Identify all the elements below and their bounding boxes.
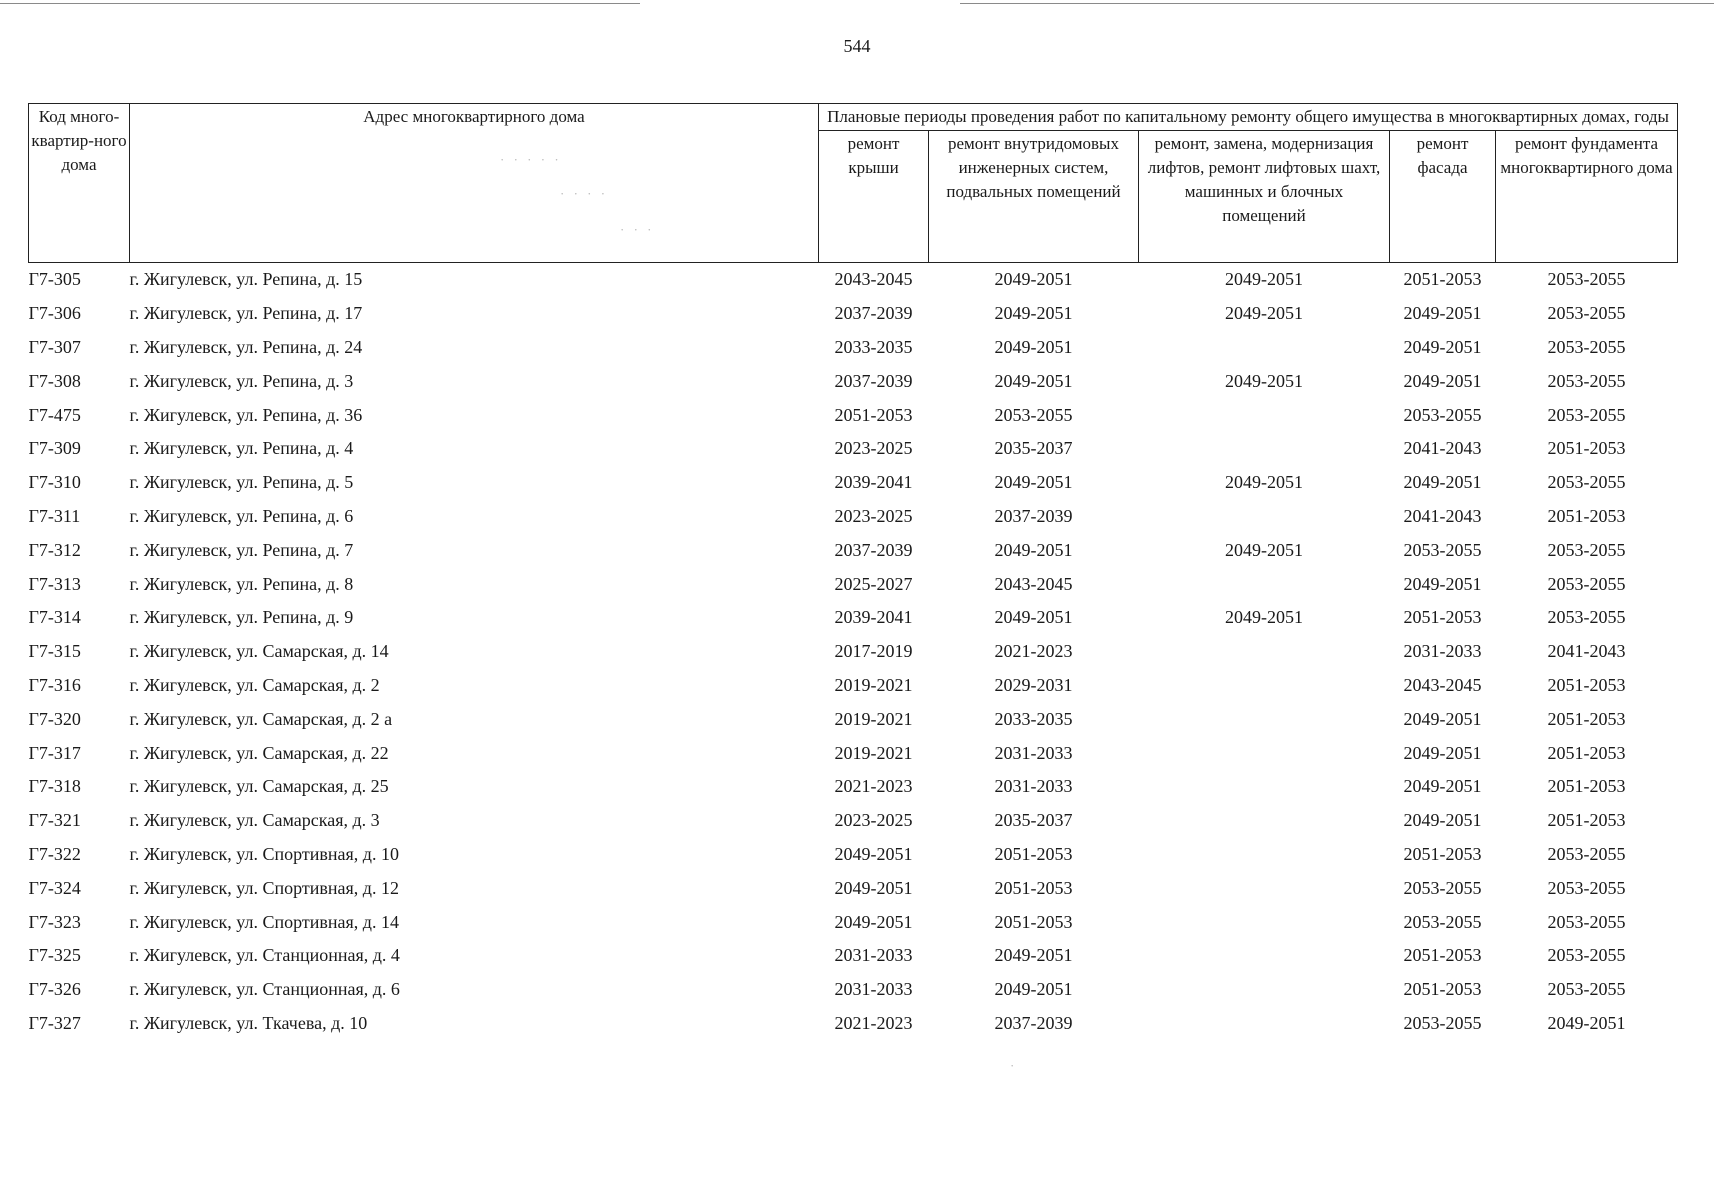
cell-address: г. Жигулевск, ул. Репина, д. 6: [129, 505, 354, 526]
cell-elevators: [1139, 736, 1390, 770]
table-row: [29, 669, 1678, 703]
cell-foundation: 2053-2055: [1547, 843, 1626, 864]
cell-roof: 2019-2021: [834, 742, 913, 763]
cell-engineering: 2051-2053: [994, 877, 1073, 898]
cell-elevators: [1139, 804, 1390, 838]
cell-facade: 2043-2045: [1403, 674, 1482, 695]
cell-elevators: [1139, 432, 1390, 466]
table-row: [29, 466, 1678, 500]
table-row: [29, 398, 1678, 432]
cell-roof: 2049-2051: [834, 843, 913, 864]
cell-address: г. Жигулевск, ул. Станционная, д. 4: [129, 945, 400, 966]
cell-code: Г7-318: [28, 776, 81, 797]
cell-foundation: 2053-2055: [1547, 404, 1626, 425]
cell-foundation: 2051-2053: [1547, 708, 1626, 729]
cell-elevators: [1139, 500, 1390, 534]
table-row: [29, 702, 1678, 736]
cell-elevators: 2049-2051: [1225, 269, 1303, 290]
cell-code: Г7-314: [28, 607, 81, 628]
cell-facade: 2049-2051: [1403, 370, 1482, 391]
cell-facade: 2041-2043: [1403, 438, 1482, 459]
cell-elevators: [1139, 939, 1390, 973]
cell-elevators: 2049-2051: [1225, 472, 1303, 493]
cell-facade: 2049-2051: [1403, 573, 1482, 594]
cell-facade: 2051-2053: [1403, 979, 1482, 1000]
cell-roof: 2023-2025: [834, 505, 913, 526]
cell-elevators: [1139, 1007, 1390, 1041]
cell-foundation: 2051-2053: [1547, 438, 1626, 459]
cell-engineering: 2049-2051: [994, 539, 1073, 560]
cell-foundation: 2053-2055: [1547, 979, 1626, 1000]
cell-roof: 2021-2023: [834, 1012, 913, 1033]
table-row: [29, 1007, 1678, 1041]
cell-address: г. Жигулевск, ул. Самарская, д. 25: [129, 776, 389, 797]
cell-facade: 2051-2053: [1403, 843, 1482, 864]
cell-elevators: 2049-2051: [1225, 303, 1303, 324]
cell-code: Г7-327: [28, 1012, 81, 1033]
cell-engineering: 2049-2051: [994, 607, 1073, 628]
table-row: [29, 973, 1678, 1007]
cell-address: г. Жигулевск, ул. Спортивная, д. 14: [129, 911, 399, 932]
cell-facade: 2031-2033: [1403, 641, 1482, 662]
cell-elevators: [1139, 973, 1390, 1007]
scan-noise: ·: [1010, 1058, 1018, 1073]
cell-engineering: 2037-2039: [994, 1012, 1073, 1033]
cell-engineering: 2051-2053: [994, 843, 1073, 864]
cell-foundation: 2053-2055: [1547, 573, 1626, 594]
cell-address: г. Жигулевск, ул. Репина, д. 5: [129, 472, 354, 493]
cell-address: г. Жигулевск, ул. Ткачева, д. 10: [129, 1012, 368, 1033]
cell-address: г. Жигулевск, ул. Репина, д. 3: [129, 370, 354, 391]
table-row: [29, 635, 1678, 669]
table-row: [29, 601, 1678, 635]
cell-engineering: 2049-2051: [994, 336, 1073, 357]
scan-noise: · · · ·: [560, 186, 609, 201]
cell-code: Г7-309: [28, 438, 81, 459]
cell-roof: 2037-2039: [834, 303, 913, 324]
cell-roof: 2039-2041: [834, 472, 913, 493]
cell-address: г. Жигулевск, ул. Спортивная, д. 12: [129, 877, 399, 898]
cell-engineering: 2049-2051: [994, 370, 1073, 391]
cell-foundation: 2041-2043: [1547, 641, 1626, 662]
cell-elevators: [1139, 838, 1390, 872]
cell-foundation: 2053-2055: [1547, 607, 1626, 628]
table-row: [29, 838, 1678, 872]
cell-engineering: 2031-2033: [994, 776, 1073, 797]
cell-roof: 2031-2033: [834, 945, 913, 966]
cell-address: г. Жигулевск, ул. Репина, д. 15: [129, 269, 363, 290]
cell-code: Г7-316: [28, 674, 81, 695]
table-row: [29, 364, 1678, 398]
scan-edge-line-right: [960, 3, 1714, 4]
cell-code: Г7-324: [28, 877, 81, 898]
cell-facade: 2049-2051: [1403, 708, 1482, 729]
table-row: [29, 871, 1678, 905]
header-facade: ремонт фасада: [1390, 131, 1496, 263]
cell-facade: 2049-2051: [1403, 303, 1482, 324]
cell-roof: 2037-2039: [834, 539, 913, 560]
cell-code: Г7-320: [28, 708, 81, 729]
cell-engineering: 2049-2051: [994, 269, 1073, 290]
cell-engineering: 2049-2051: [994, 945, 1073, 966]
header-engineering: ремонт внутридомовых инженерных систем, подвальных помещений: [929, 131, 1139, 263]
cell-code: Г7-307: [28, 336, 81, 357]
repair-schedule-table: [28, 103, 1678, 1040]
cell-address: г. Жигулевск, ул. Самарская, д. 2 а: [129, 708, 393, 729]
cell-foundation: 2053-2055: [1547, 370, 1626, 391]
cell-elevators: [1139, 669, 1390, 703]
cell-engineering: 2021-2023: [994, 641, 1073, 662]
cell-address: г. Жигулевск, ул. Станционная, д. 6: [129, 979, 400, 1000]
cell-roof: 2023-2025: [834, 438, 913, 459]
cell-foundation: 2051-2053: [1547, 810, 1626, 831]
cell-facade: 2053-2055: [1403, 539, 1482, 560]
cell-address: г. Жигулевск, ул. Спортивная, д. 10: [129, 843, 399, 864]
cell-engineering: 2049-2051: [994, 472, 1073, 493]
cell-roof: 2031-2033: [834, 979, 913, 1000]
cell-facade: 2053-2055: [1403, 404, 1482, 425]
scan-noise: · · ·: [620, 222, 655, 237]
cell-address: г. Жигулевск, ул. Репина, д. 8: [129, 573, 354, 594]
cell-foundation: 2051-2053: [1547, 776, 1626, 797]
cell-elevators: [1139, 871, 1390, 905]
cell-address: г. Жигулевск, ул. Самарская, д. 22: [129, 742, 389, 763]
cell-engineering: 2033-2035: [994, 708, 1073, 729]
cell-engineering: 2037-2039: [994, 505, 1073, 526]
cell-code: Г7-315: [28, 641, 81, 662]
cell-code: Г7-326: [28, 979, 81, 1000]
cell-elevators: [1139, 702, 1390, 736]
cell-address: г. Жигулевск, ул. Самарская, д. 3: [129, 810, 380, 831]
cell-elevators: 2049-2051: [1225, 539, 1303, 560]
cell-code: Г7-325: [28, 945, 81, 966]
cell-address: г. Жигулевск, ул. Репина, д. 7: [129, 539, 354, 560]
table-row: [29, 770, 1678, 804]
cell-facade: 2051-2053: [1403, 607, 1482, 628]
cell-roof: 2019-2021: [834, 674, 913, 695]
cell-roof: 2043-2045: [834, 269, 913, 290]
scan-edge-line-left: [0, 3, 640, 4]
cell-engineering: 2035-2037: [994, 810, 1073, 831]
cell-foundation: 2053-2055: [1547, 539, 1626, 560]
table-row: [29, 297, 1678, 331]
cell-facade: 2049-2051: [1403, 776, 1482, 797]
table-row: [29, 905, 1678, 939]
cell-roof: 2021-2023: [834, 776, 913, 797]
cell-roof: 2017-2019: [834, 641, 913, 662]
header-address: Адрес многоквартирного дома: [130, 104, 819, 263]
table-row: [29, 939, 1678, 973]
cell-facade: 2053-2055: [1403, 877, 1482, 898]
cell-facade: 2053-2055: [1403, 1012, 1482, 1033]
table-row: [29, 263, 1678, 297]
table-row: [29, 533, 1678, 567]
cell-code: Г7-308: [28, 370, 81, 391]
cell-foundation: 2053-2055: [1547, 303, 1626, 324]
cell-elevators: [1139, 635, 1390, 669]
cell-roof: 2039-2041: [834, 607, 913, 628]
cell-foundation: 2049-2051: [1547, 1012, 1626, 1033]
cell-engineering: 2031-2033: [994, 742, 1073, 763]
cell-code: Г7-310: [28, 472, 81, 493]
cell-address: г. Жигулевск, ул. Репина, д. 9: [129, 607, 354, 628]
repair-schedule-table-wrap: [28, 103, 1677, 1040]
cell-roof: 2049-2051: [834, 911, 913, 932]
table-row: [29, 331, 1678, 365]
table-header: [29, 104, 1678, 263]
cell-engineering: 2043-2045: [994, 573, 1073, 594]
cell-engineering: 2051-2053: [994, 911, 1073, 932]
cell-facade: 2041-2043: [1403, 505, 1482, 526]
cell-facade: 2051-2053: [1403, 945, 1482, 966]
table-body: [29, 263, 1678, 1041]
cell-engineering: 2053-2055: [994, 404, 1073, 425]
cell-elevators: [1139, 331, 1390, 365]
cell-elevators: [1139, 770, 1390, 804]
cell-engineering: 2035-2037: [994, 438, 1073, 459]
cell-engineering: 2049-2051: [994, 303, 1073, 324]
cell-elevators: [1139, 398, 1390, 432]
cell-code: Г7-305: [28, 269, 81, 290]
cell-code: Г7-311: [28, 505, 81, 526]
table-row: [29, 804, 1678, 838]
cell-roof: 2037-2039: [834, 370, 913, 391]
cell-elevators: [1139, 567, 1390, 601]
cell-roof: 2019-2021: [834, 708, 913, 729]
cell-elevators: [1139, 905, 1390, 939]
header-code: Код много-квартир-ного дома: [29, 104, 130, 263]
cell-engineering: 2049-2051: [994, 979, 1073, 1000]
cell-code: Г7-322: [28, 843, 81, 864]
cell-facade: 2049-2051: [1403, 336, 1482, 357]
header-periods-group: Плановые периоды проведения работ по капитальному ремонту общего имущества в многоквартирных домах, годы: [819, 104, 1678, 131]
cell-code: Г7-313: [28, 573, 81, 594]
table-row: [29, 432, 1678, 466]
table-row: [29, 500, 1678, 534]
cell-facade: 2049-2051: [1403, 472, 1482, 493]
scan-noise: · · · · ·: [500, 152, 562, 167]
table-row: [29, 736, 1678, 770]
cell-elevators: 2049-2051: [1225, 370, 1303, 391]
cell-code: Г7-312: [28, 539, 81, 560]
cell-foundation: 2053-2055: [1547, 945, 1626, 966]
cell-code: Г7-475: [28, 404, 81, 425]
cell-address: г. Жигулевск, ул. Репина, д. 36: [129, 404, 363, 425]
cell-address: г. Жигулевск, ул. Репина, д. 4: [129, 438, 354, 459]
cell-roof: 2033-2035: [834, 336, 913, 357]
cell-address: г. Жигулевск, ул. Репина, д. 17: [129, 303, 363, 324]
cell-address: г. Жигулевск, ул. Самарская, д. 14: [129, 641, 389, 662]
cell-roof: 2051-2053: [834, 404, 913, 425]
header-foundation: ремонт фундамента многоквартирного дома: [1496, 131, 1678, 263]
cell-foundation: 2053-2055: [1547, 336, 1626, 357]
cell-foundation: 2053-2055: [1547, 269, 1626, 290]
cell-facade: 2051-2053: [1403, 269, 1482, 290]
cell-foundation: 2051-2053: [1547, 742, 1626, 763]
cell-code: Г7-306: [28, 303, 81, 324]
cell-foundation: 2053-2055: [1547, 877, 1626, 898]
header-roof: ремонт крыши: [819, 131, 929, 263]
cell-facade: 2049-2051: [1403, 742, 1482, 763]
table-row: [29, 567, 1678, 601]
cell-foundation: 2051-2053: [1547, 674, 1626, 695]
cell-roof: 2025-2027: [834, 573, 913, 594]
page-number: 544: [843, 36, 871, 56]
cell-code: Г7-321: [28, 810, 81, 831]
cell-facade: 2049-2051: [1403, 810, 1482, 831]
cell-foundation: 2053-2055: [1547, 911, 1626, 932]
cell-foundation: 2053-2055: [1547, 472, 1626, 493]
header-elevators: ремонт, замена, модернизация лифтов, ремонт лифтовых шахт, машинных и блочных помещений: [1139, 131, 1390, 263]
cell-roof: 2023-2025: [834, 810, 913, 831]
cell-facade: 2053-2055: [1403, 911, 1482, 932]
cell-address: г. Жигулевск, ул. Самарская, д. 2: [129, 674, 380, 695]
cell-roof: 2049-2051: [834, 877, 913, 898]
cell-code: Г7-323: [28, 911, 81, 932]
cell-address: г. Жигулевск, ул. Репина, д. 24: [129, 336, 363, 357]
cell-engineering: 2029-2031: [994, 674, 1073, 695]
cell-code: Г7-317: [28, 742, 81, 763]
cell-foundation: 2051-2053: [1547, 505, 1626, 526]
cell-elevators: 2049-2051: [1225, 607, 1303, 628]
